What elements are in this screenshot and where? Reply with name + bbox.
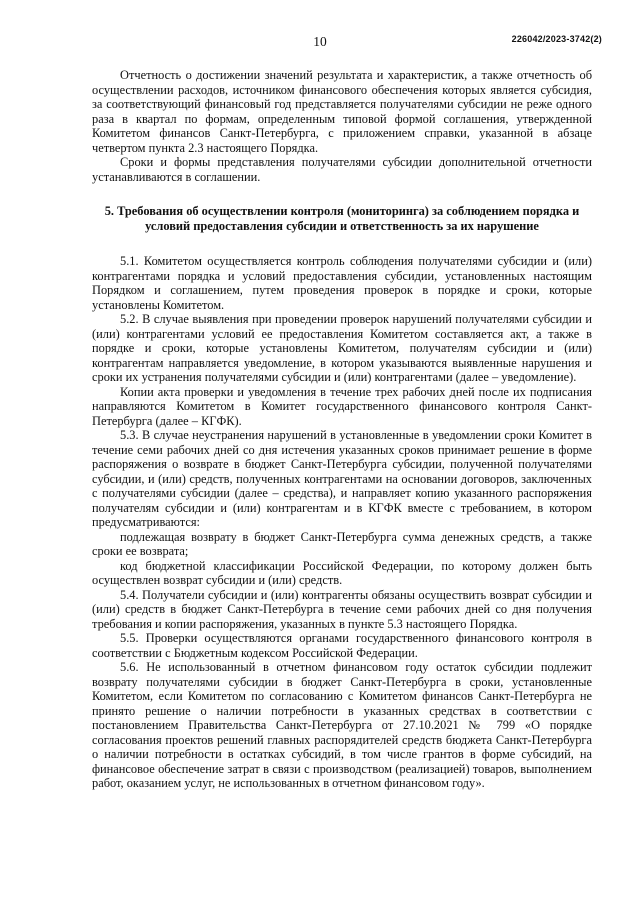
paragraph-5-3-amount: подлежащая возврату в бюджет Санкт-Петербурга сумма денежных средств, а также сроки ее возврата; [92,529,592,558]
paragraph-5-2-copies: Копии акта проверки и уведомления в течение трех рабочих дней после их подписания направляются Комитетом в Комитет государственного финансового контроля Санкт-Петербурга (далее – КГФК). [92,384,592,428]
section-heading: 5. Требования об осуществлении контроля (мониторинга) за соблюдением порядка и условий предоставления субсидии и ответственность за их нарушение [104,204,580,233]
paragraph-5-5: 5.5. Проверки осуществляются органами государственного финансового контроля в соответствии с Бюджетным кодексом Российской Федерации. [92,631,592,660]
page-number: 10 [313,34,327,49]
paragraph-5-3: 5.3. В случае неустранения нарушений в установленные в уведомлении сроки Комитет в течение семи рабочих дней со дня истечения указанных сроков принимает решение в форме распоряжения о возврате в бюджет Санкт-Петербурга субсидии, полученной получателями субсидии, и (или) средств, полученных контрагентами на основании договоров, заключенных с получателями субсидии (далее – средства), и направляет копию указанного распоряжения получателям субсидии и (или) контрагентам и в КГФК вместе с требованием, в котором предусматриваются: [92,428,592,529]
document-id: 226042/2023-3742(2) [511,34,602,44]
paragraph-5-2: 5.2. В случае выявления при проведении проверок нарушений получателями субсидии и (или) контрагентами условий ее предоставления Комитетом составляется акт, а также в порядке и сроки, которые установлены Комитетом, получателям субсидии и (или) контрагентам направляется уведомление, в котором указываются выявленные нарушения и сроки их устранения получателями субсидии и (или) контрагентами (далее – уведомление). [92,312,592,384]
paragraph-5-3-code: код бюджетной классификации Российской Федерации, по которому должен быть осуществлен возврат субсидии и (или) средств. [92,558,592,587]
paragraph-5-1: 5.1. Комитетом осуществляется контроль соблюдения получателями субсидии и (или) контрагентами порядка и условий предоставления субсидии, установленных настоящим Порядком и соглашением, путем проведения проверок в порядке и сроки, которые установлены Комитетом. [92,254,592,312]
page-content [92,68,592,791]
paragraph-5-4: 5.4. Получатели субсидии и (или) контрагенты обязаны осуществить возврат субсидии и (или) средств в бюджет Санкт-Петербурга в течение семи рабочих дней со дня получения требования и копии распоряжения, указанных в пункте 5.3 настоящего Порядка. [92,587,592,631]
paragraph-additional-reporting: Сроки и формы представления получателями субсидии дополнительной отчетности устанавливаются в соглашении. [92,155,592,184]
paragraph-5-6: 5.6. Не использованный в отчетном финансовом году остаток субсидии подлежит возврату получателями субсидии в бюджет Санкт-Петербурга в сроки, установленные Комитетом, если Комитетом по согласованию с Комитетом финансов Санкт-Петербурга не принято решение о наличии потребности в указанных средствах в соответствии с постановлением Правительства Санкт-Петербурга от 27.10.2021 № 799 «О порядке согласования проектов решений главных распорядителей средств бюджета Санкт-Петербурга о наличии потребности в остатках субсидий, в том числе грантов в форме субсидий, на финансовое обеспечение затрат в связи с производством (реализацией) товаров, выполнением работ, оказанием услуг, не использованных в отчетном финансовом году». [92,660,592,790]
paragraph-reporting: Отчетность о достижении значений результата и характеристик, а также отчетность об осуществлении расходов, источником финансового обеспечения которых является субсидия, за соответствующий финансовый год представляется получателями субсидии не реже одного раза в квартал по формам, определенным типовой формой соглашения, утвержденной Комитетом финансов Санкт-Петербурга, с приложением справки, указанной в абзаце четвертом пункта 2.3 настоящего Порядка. [92,68,592,155]
